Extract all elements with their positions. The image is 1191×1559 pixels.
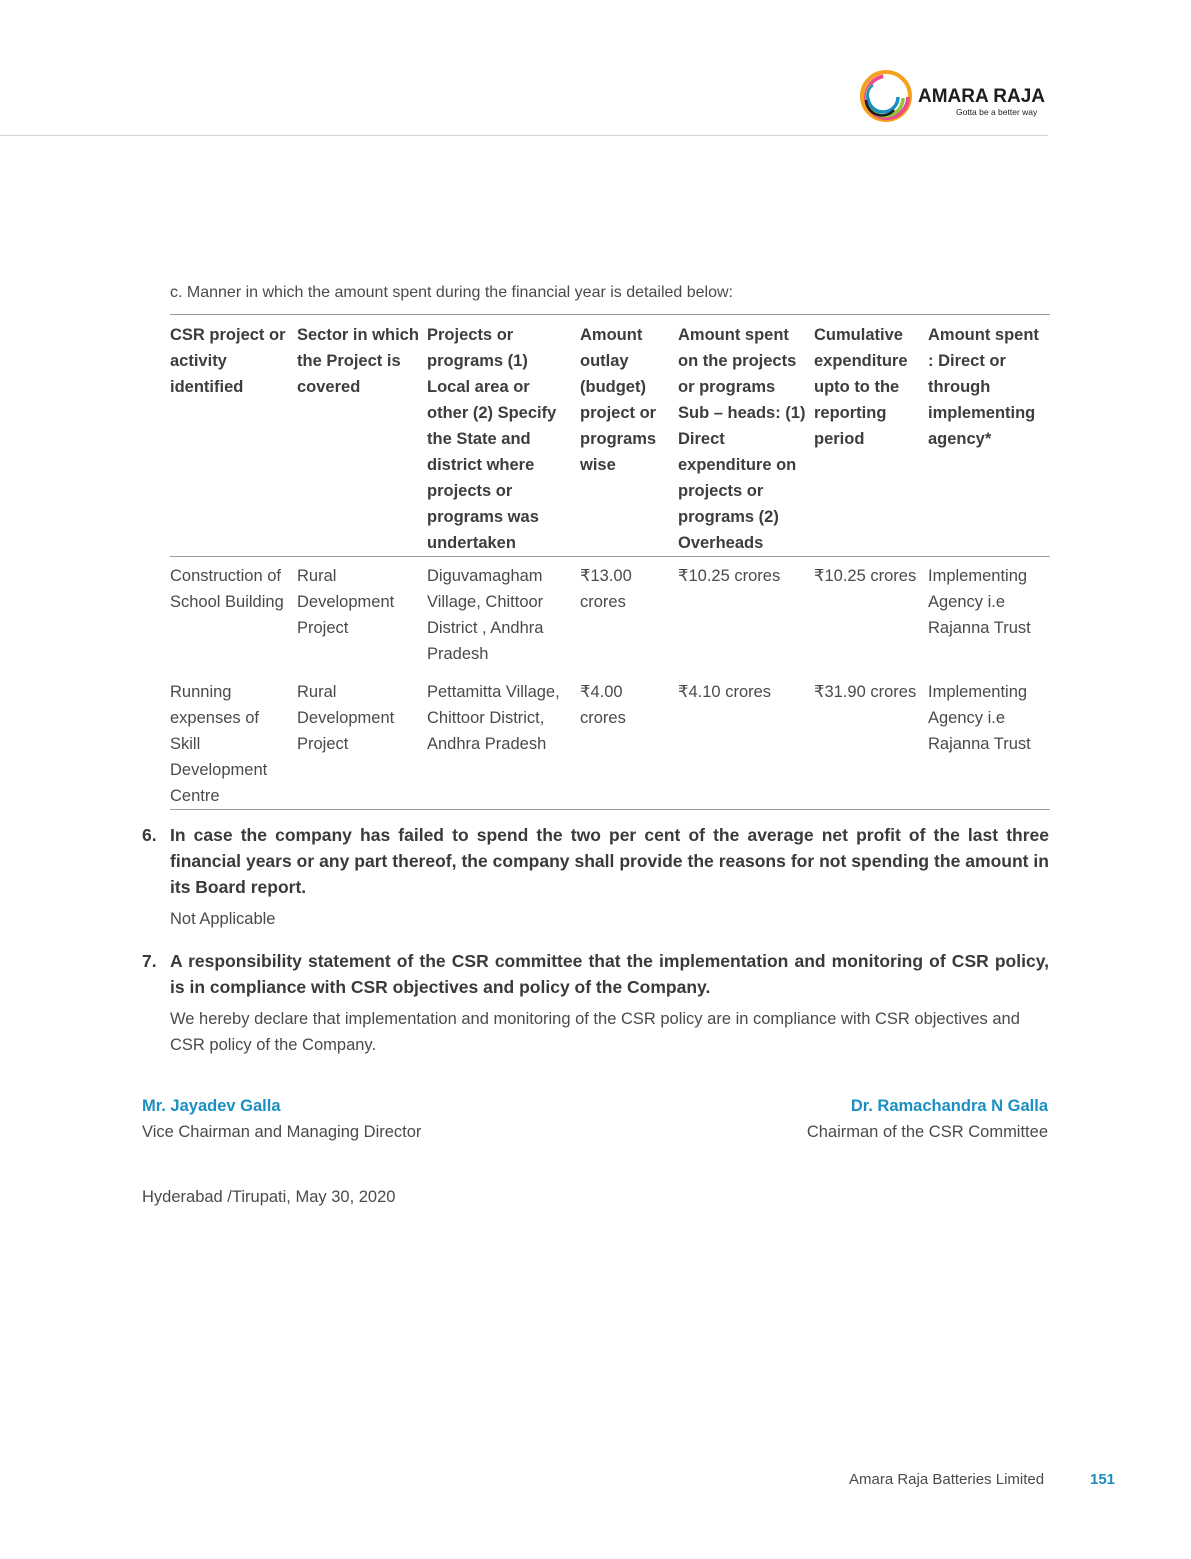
table-cell: Pettamitta Village, Chittoor District, Andhra Pradesh <box>427 673 580 810</box>
column-header: CSR project or activity identified <box>170 315 297 557</box>
section-heading: In case the company has failed to spend the two per cent of the average net profit of the last three financial years or any part thereof, the company shall provide the reasons for not spending the amount in its Board report. <box>170 825 1049 897</box>
signature-left <box>142 1093 421 1145</box>
column-header: Projects or programs (1) Local area or other (2) Specify the State and district where projects or programs was undertaken <box>427 315 580 557</box>
table-row <box>170 673 1050 810</box>
column-header: Amount spent on the projects or programs Sub – heads: (1) Direct expenditure on projects or programs (2) Overheads <box>678 315 814 557</box>
logo-swirl-icon <box>858 70 912 124</box>
table-cell: Construction of School Building <box>170 567 284 611</box>
column-header: Sector in which the Project is covered <box>297 315 427 557</box>
table-cell: ₹13.00 crores <box>580 567 632 611</box>
signatory-name: Mr. Jayadev Galla <box>142 1097 281 1115</box>
table-cell: Implementing Agency i.e Rajanna Trust <box>928 673 1050 810</box>
column-header: Amount outlay (budget) project or programs wise <box>580 315 678 557</box>
table-cell: Rural Development Project <box>297 567 395 637</box>
table-cell: ₹4.10 crores <box>678 673 814 810</box>
section-heading: A responsibility statement of the CSR committee that the implementation and monitoring of CSR policy, is in compliance with CSR objectives and policy of the Company. <box>170 951 1049 997</box>
table-cell: Diguvamagham Village, Chittoor District , Andhra Pradesh <box>427 567 544 663</box>
section-6 <box>142 822 1049 932</box>
signature-right <box>807 1093 1048 1145</box>
logo-name: AMARA RAJA <box>918 86 1046 107</box>
table-header-row <box>170 315 1050 557</box>
column-header: Cumulative expenditure upto to the reporting period <box>814 315 928 557</box>
table-intro: c. Manner in which the amount spent during the financial year is detailed below: <box>170 284 733 301</box>
table-row <box>170 557 1050 674</box>
table-cell: Running expenses of Skill Development Centre <box>170 673 297 810</box>
table-cell: ₹10.25 crores <box>678 567 781 585</box>
header-divider <box>0 135 1048 136</box>
table-cell: ₹10.25 crores <box>814 567 917 585</box>
table-cell: ₹31.90 crores <box>814 673 928 810</box>
section-number: 7. <box>142 951 157 971</box>
table-cell: ₹4.00 crores <box>580 673 678 810</box>
column-header: Amount spent : Direct or through implementing agency* <box>928 315 1050 557</box>
footer-company-name: Amara Raja Batteries Limited <box>849 1471 1045 1488</box>
section-body: We hereby declare that implementation and monitoring of the CSR policy are in compliance with CSR objectives and CSR policy of the Company. <box>170 1010 1020 1054</box>
table-cell: Implementing Agency i.e Rajanna Trust <box>928 567 1031 637</box>
section-number: 6. <box>142 825 157 845</box>
company-logo <box>858 70 1058 124</box>
signatory-role: Vice Chairman and Managing Director <box>142 1123 422 1141</box>
section-7 <box>142 948 1049 1058</box>
section-body: Not Applicable <box>170 910 276 928</box>
signatory-name: Dr. Ramachandra N Galla <box>850 1097 1048 1115</box>
csr-spending-table <box>170 314 1050 810</box>
signatory-role: Chairman of the CSR Committee <box>806 1123 1048 1141</box>
place-and-date: Hyderabad /Tirupati, May 30, 2020 <box>142 1188 396 1206</box>
logo-tagline: Gotta be a better way <box>956 107 1038 117</box>
table-cell: Rural Development Project <box>297 673 427 810</box>
page-number: 151 <box>1090 1471 1116 1488</box>
